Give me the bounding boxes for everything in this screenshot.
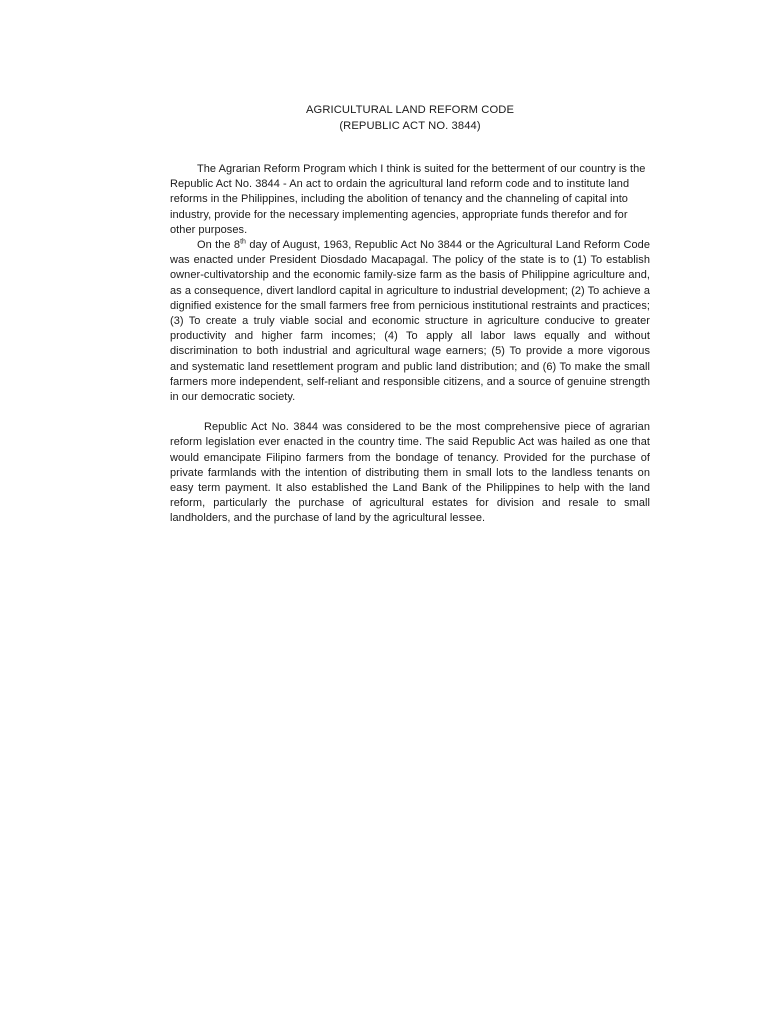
title-line-1: AGRICULTURAL LAND REFORM CODE xyxy=(305,104,515,116)
paragraph-2-rest: day of August, 1963, Republic Act No 3844 or the Agricultural Land Reform Code was enacted under President Diosdado Macapagal. The policy of the state is to (1) To establish owner-cultivatorship and the economic family-size farm as the basis of Philippine agriculture and, as a consequence, divert landlord capital in agriculture to industrial development; (2) To achieve a dignified existence for the small farmers free from pernicious institutional restraints and practices; (3) To create a truly viable social and economic structure in agriculture conducive to greater productivity and higher farm incomes; (4) To apply all labor laws equally and without discrimination to both industrial and agricultural wage earners; (5) To provide a more vigorous and systematic land resettlement program and public land distribution; and (6) To make the small farmers more independent, self-reliant and responsible citizens, and a source of genuine strength in our democratic society. xyxy=(170,239,650,404)
paragraph-1: The Agrarian Reform Program which I think is suited for the betterment of our country is the Republic Act No. 3844 - An act to ordain the agricultural land reform code and to institute land reforms in the Philippines, including the abolition of tenancy and the channeling of capital into industry, provide for the necessary implementing agencies, appropriate funds therefor and for other purposes. xyxy=(170,163,646,236)
document-title xyxy=(170,102,650,134)
document-body xyxy=(170,162,650,527)
title-line-2: (REPUBLIC ACT NO. 3844) xyxy=(339,120,481,132)
paragraph-2-lead: On the 8 xyxy=(197,239,241,252)
paragraph-3: Republic Act No. 3844 was considered to be the most comprehensive piece of agrarian reform legislation ever enacted in the country time. The said Republic Act was hailed as one that would emancipate Filipino farmers from the bondage of tenancy. Provided for the purchase of private farmlands with the intention of distributing them in small lots to the landless tenants on easy term payment. It also established the Land Bank of the Philippines to help with the land reform, particularly the purchase of agricultural estates for division and resale to small landholders, and the purchase of land by the agricultural lessee. xyxy=(170,421,650,525)
paragraph-2 xyxy=(170,238,650,405)
ordinal-suffix: th xyxy=(240,238,247,246)
